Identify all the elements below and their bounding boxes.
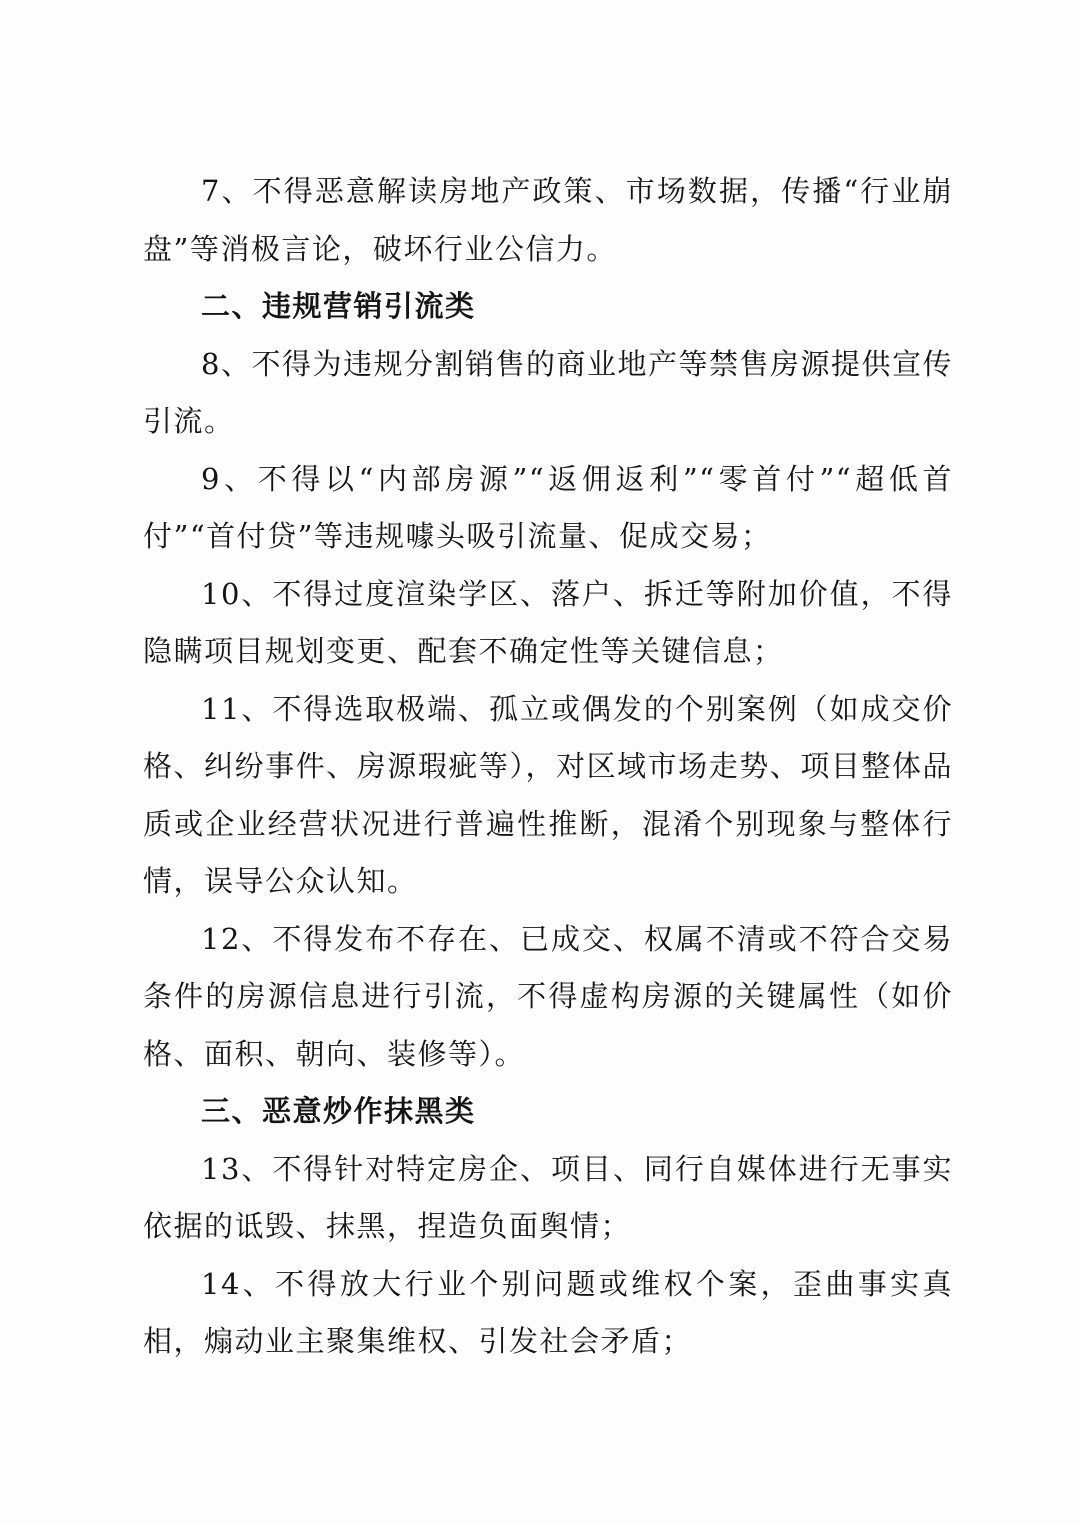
section-heading-3: 三、恶意炒作抹黑类 (201, 1094, 476, 1128)
clause-9: 9、不得以“内部房源”“返佣返利”“零首付”“超低首付”“首付贷”等违规噱头吸引流量、促成交易； (143, 461, 953, 553)
clause-7: 7、不得恶意解读房地产政策、市场数据，传播“行业崩盘”等消极言论，破坏行业公信力。 (143, 174, 953, 266)
clause-10: 10、不得过度渲染学区、落户、拆迁等附加价值，不得隐瞒项目规划变更、配套不确定性等关键信息； (143, 576, 953, 668)
section-heading-2: 二、违规营销引流类 (201, 289, 476, 323)
clause-13: 13、不得针对特定房企、项目、同行自媒体进行无事实依据的诋毁、抹黑，捏造负面舆情； (143, 1151, 953, 1243)
clause-8: 8、不得为违规分割销售的商业地产等禁售房源提供宣传引流。 (143, 346, 953, 438)
clause-12: 12、不得发布不存在、已成交、权属不清或不符合交易条件的房源信息进行引流，不得虚构房源的关键属性（如价格、面积、朝向、装修等）。 (143, 921, 953, 1071)
clause-14: 14、不得放大行业个别问题或维权个案，歪曲事实真相，煽动业主聚集维权、引发社会矛盾； (143, 1266, 953, 1358)
clause-11: 11、不得选取极端、孤立或偶发的个别案例（如成交价格、纠纷事件、房源瑕疵等），对区域市场走势、项目整体品质或企业经营状况进行普遍性推断，混淆个别现象与整体行情，误导公众认知。 (143, 691, 953, 898)
document-body (143, 163, 953, 1371)
